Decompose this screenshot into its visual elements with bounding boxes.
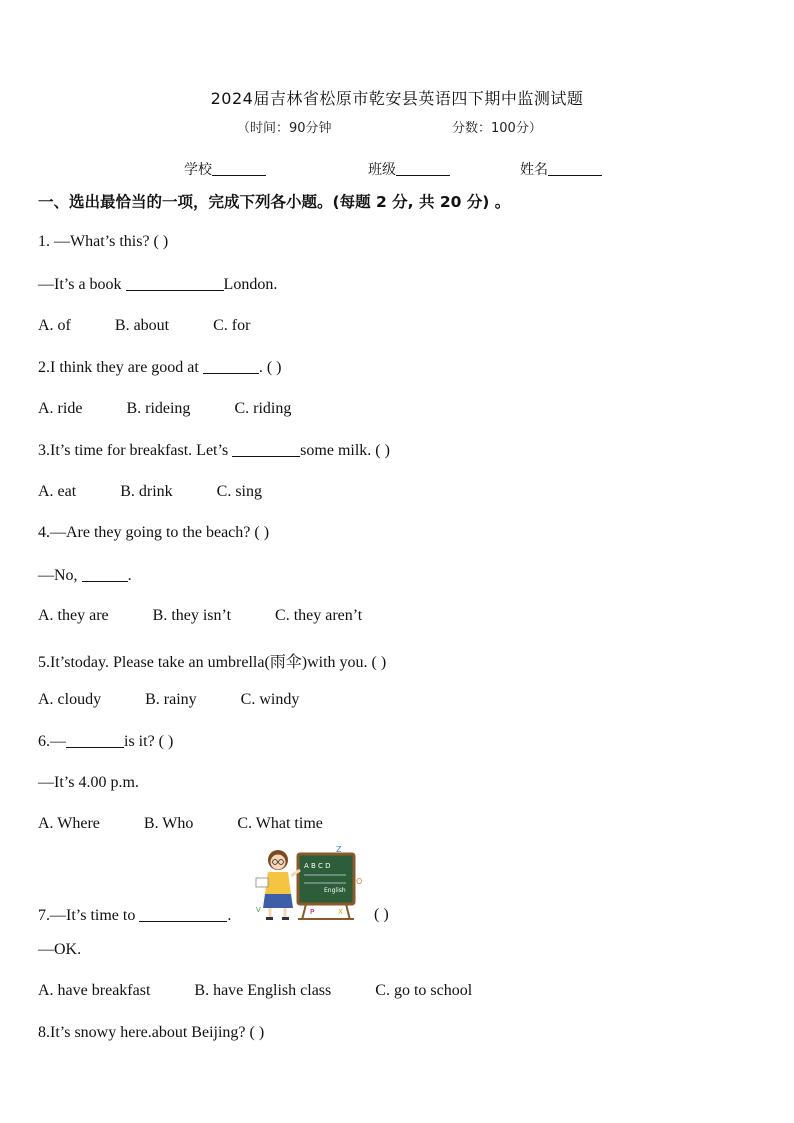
teacher-book: [256, 878, 268, 887]
q5-option-a[interactable]: A. cloudy: [38, 691, 102, 708]
question-4-options: [38, 607, 406, 625]
q6-blank[interactable]: [66, 732, 124, 748]
q2-option-c[interactable]: C. riding: [234, 400, 292, 417]
school-field[interactable]: [184, 159, 266, 179]
q7-option-b[interactable]: B. have English class: [194, 982, 332, 999]
q1-blank[interactable]: [126, 275, 224, 291]
floating-letter-z: Z: [336, 845, 342, 854]
q3-option-b[interactable]: B. drink: [120, 483, 173, 500]
name-blank[interactable]: [548, 161, 602, 176]
teacher-skirt: [263, 894, 293, 908]
q2-option-a[interactable]: A. ride: [38, 400, 83, 417]
floating-letter-o: O: [356, 877, 363, 886]
question-2-options: [38, 400, 335, 418]
question-7-options: [38, 982, 516, 1000]
q6-text-pre: 6.—: [38, 733, 66, 750]
q1-option-b[interactable]: B. about: [114, 317, 170, 334]
name-field[interactable]: [520, 159, 602, 179]
class-field[interactable]: [368, 159, 450, 179]
question-4-line2: [38, 566, 132, 585]
q7-text-pre: 7.—It’s time to: [38, 907, 140, 924]
q3-blank[interactable]: [232, 441, 300, 457]
q5-option-c[interactable]: C. windy: [240, 691, 300, 708]
q6-option-a[interactable]: A. Where: [38, 815, 100, 832]
q4-option-c[interactable]: C. they aren’t: [275, 607, 363, 624]
floating-letter-v: V: [256, 906, 261, 914]
q4-blank[interactable]: [82, 566, 128, 582]
school-blank[interactable]: [212, 161, 266, 176]
question-1-line2: [38, 275, 277, 294]
question-6-stem: [38, 732, 173, 751]
q4-option-a[interactable]: A. they are: [38, 607, 109, 624]
q5-option-b[interactable]: B. rainy: [145, 691, 197, 708]
board-word: English: [324, 887, 346, 894]
class-blank[interactable]: [396, 161, 450, 176]
exam-time: （时间：90分钟: [237, 121, 332, 136]
q2-blank[interactable]: [203, 358, 259, 374]
q7-option-a[interactable]: A. have breakfast: [38, 982, 151, 999]
question-4-stem: 4.—Are they going to the beach? ( ): [38, 524, 270, 541]
q1-option-c[interactable]: C. for: [213, 317, 251, 334]
teacher-shirt: [265, 872, 291, 894]
q3-text-post: some milk. ( ): [300, 442, 390, 459]
q2-option-b[interactable]: B. rideing: [126, 400, 191, 417]
q2-text-pre: 2.I think they are good at: [38, 359, 203, 376]
q3-text-pre: 3.It’s time for breakfast. Let’s: [38, 442, 233, 459]
q7-blank[interactable]: [139, 906, 227, 922]
q6-text-post: is it? ( ): [124, 733, 174, 750]
q7-text-post: .: [227, 907, 232, 924]
floating-letter-p: P: [310, 908, 315, 916]
q6-option-b[interactable]: B. Who: [143, 815, 194, 832]
question-5-options: [38, 691, 343, 709]
q1-option-a[interactable]: A. of: [38, 317, 71, 334]
q1-text-post: London.: [223, 276, 278, 293]
class-label: 班级: [368, 162, 396, 178]
q4-text-pre: —No,: [38, 567, 82, 584]
question-3-stem: [38, 441, 390, 460]
question-5-stem: 5.It’stoday. Please take an umbrella(雨伞)with you. ( ): [38, 654, 387, 671]
board-letters: A B C D: [304, 862, 331, 870]
question-6-options: [38, 815, 367, 833]
question-7-stem: [38, 906, 231, 925]
question-2-stem: [38, 358, 282, 377]
question-1-options: [38, 317, 294, 335]
q3-option-c[interactable]: C. sing: [216, 483, 262, 500]
q3-option-a[interactable]: A. eat: [38, 483, 77, 500]
question-3-options: [38, 483, 306, 501]
section-heading: 一、选出最恰当的一项，完成下列各小题。(每题 2 分, 共 20 分) 。: [38, 193, 511, 211]
q7-option-c[interactable]: C. go to school: [375, 982, 473, 999]
q4-option-b[interactable]: B. they isn’t: [152, 607, 232, 624]
question-1-stem: 1. —What’s this? ( ): [38, 233, 169, 250]
question-6-line2: —It’s 4.00 p.m.: [38, 774, 139, 791]
q1-text-pre: —It’s a book: [38, 276, 126, 293]
teacher-blackboard-illustration: [254, 842, 366, 922]
q7-answer-paren[interactable]: ( ): [374, 906, 389, 923]
page-title: 2024届吉林省松原市乾安县英语四下期中监测试题: [210, 89, 584, 108]
question-7-line2: —OK.: [38, 941, 82, 958]
school-label: 学校: [184, 162, 212, 178]
name-label: 姓名: [520, 162, 548, 178]
q6-option-c[interactable]: C. What time: [237, 815, 323, 832]
question-8-stem: 8.It’s snowy here.about Beijing? ( ): [38, 1024, 265, 1041]
floating-letter-x: X: [338, 908, 343, 916]
exam-score: 分数：100分）: [452, 121, 542, 136]
q4-text-post: .: [127, 567, 132, 584]
q2-text-post: . ( ): [258, 359, 282, 376]
